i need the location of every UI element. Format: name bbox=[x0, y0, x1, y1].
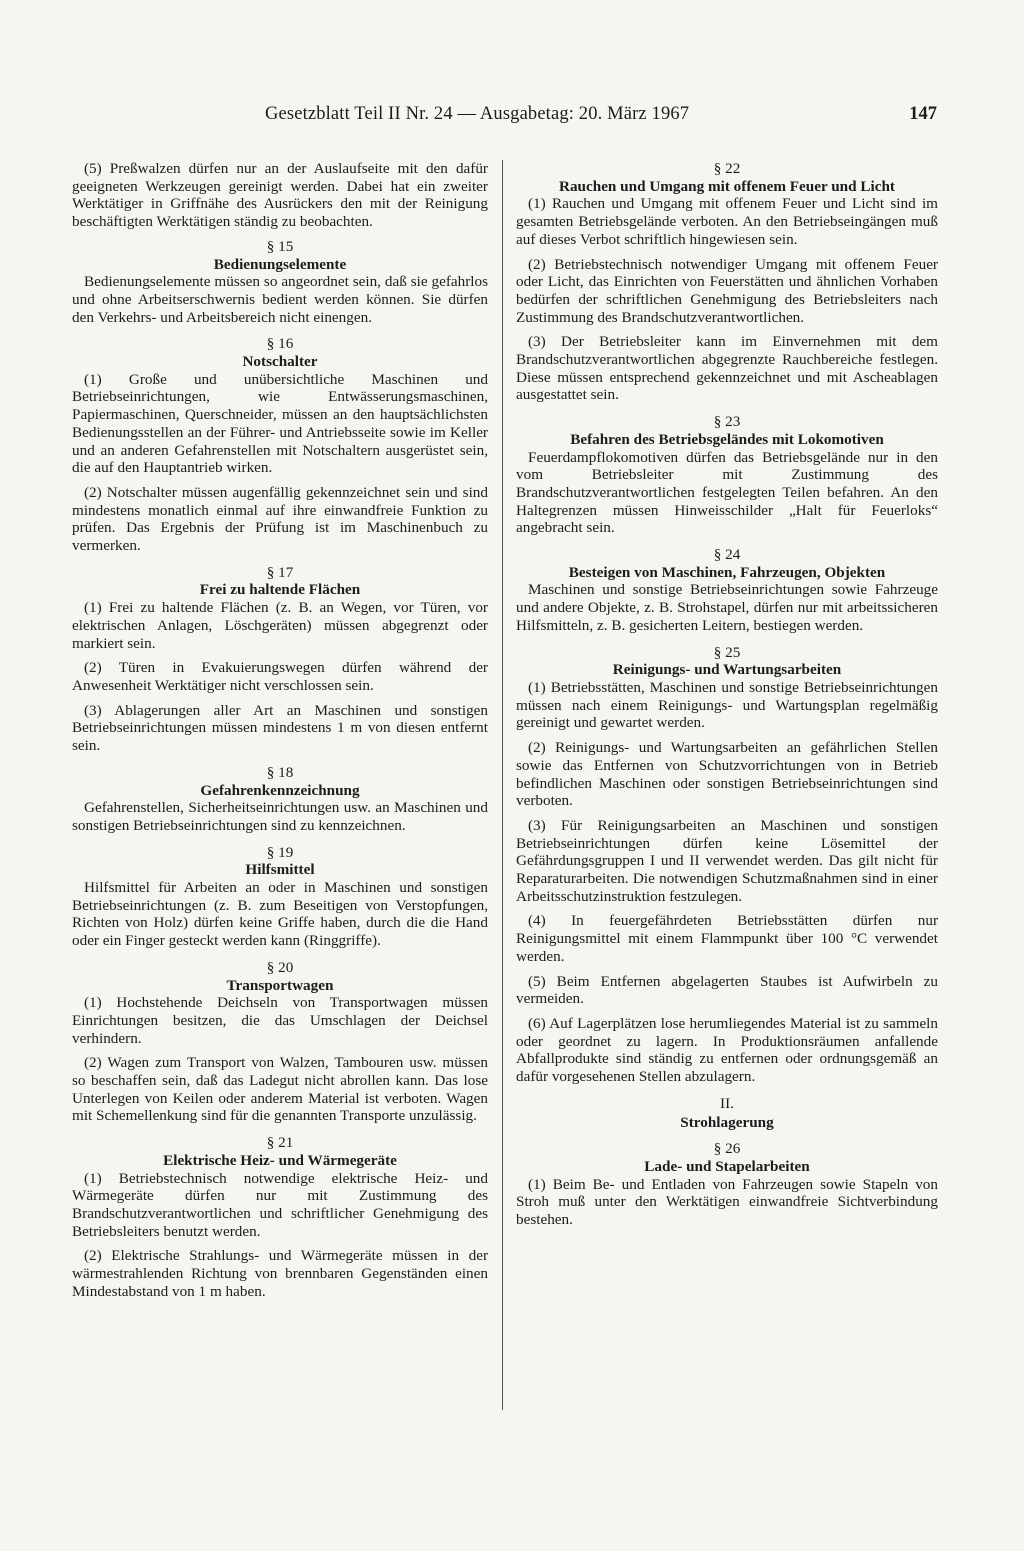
section-title: Frei zu haltende Flächen bbox=[199, 581, 361, 599]
section bbox=[72, 1134, 488, 1300]
section bbox=[72, 959, 488, 1125]
paragraph: Feuerdampflokomotiven dürfen das Betriebsgelände nur in den vom Betriebsleiter mit Zustimmung des Brandschutzverantwortlichen festgelegten Teilen befahren. An den Haltegrenzen müssen Hinweisschilder „Halt für Feuerloks“ angebracht sein. bbox=[516, 448, 938, 537]
section-title: Gefahrenkennzeichnung bbox=[200, 781, 360, 799]
page-number: 147 bbox=[909, 104, 937, 124]
right-column bbox=[516, 160, 938, 1238]
intro-paragraph: (5) Preßwalzen dürfen nur an der Auslaufseite mit den dafür geeigneten Werkzeugen gereinigt werden. Dabei hat ein zweiter Werktätiger in Griffnähe des Ausrückers den mit der Reinigung beschäftigten Werktätigen ständig zu beobachten. bbox=[72, 160, 488, 231]
section bbox=[72, 238, 488, 327]
paragraph: (2) Reinigungs- und Wartungsarbeiten an gefährlichen Stellen sowie das Entfernen von Schutzvorrichtungen von in Betrieb befindlichen Maschinen oder sonstigen Betriebseinrichtungen sind verboten. bbox=[516, 739, 938, 810]
section bbox=[516, 644, 938, 1086]
paragraph: (1) Betriebstechnisch notwendige elektrische Heiz- und Wärmegeräte dürfen nur mit Zustimmung des Brandschutzverantwortlichen und schriftlicher Genehmigung des Betriebsleiters benutzt werden. bbox=[72, 1169, 488, 1240]
section bbox=[72, 564, 488, 755]
page-header bbox=[265, 104, 937, 134]
section-number: § 15 bbox=[266, 237, 294, 255]
section-title: Bedienungselemente bbox=[213, 255, 347, 273]
section bbox=[72, 764, 488, 835]
section-title: Rauchen und Umgang mit offenem Feuer und Licht bbox=[559, 177, 895, 195]
left-column bbox=[72, 160, 488, 1309]
paragraph: (1) Frei zu haltende Flächen (z. B. an Wegen, vor Türen, vor elektrischen Anlagen, Löschgeräten) müssen abgegrenzt oder markiert sein. bbox=[72, 599, 488, 652]
section-title: Befahren des Betriebsgeländes mit Lokomotiven bbox=[570, 430, 884, 448]
paragraph: Bedienungselemente müssen so angeordnet sein, daß sie gefahrlos und ohne Arbeitserschwernis bedient werden können. Sie dürfen den Verkehrs- und Arbeitsbereich nicht einengen. bbox=[72, 273, 488, 326]
paragraph: (6) Auf Lagerplätzen lose herumliegendes Material ist zu sammeln oder geordnet zu lagern. In Produktionsräumen anfallende Abfallprodukte sind ständig zu entfernen oder ordnungsgemäß an dafür vorgesehenen Stellen abzulagern. bbox=[516, 1014, 938, 1086]
section-number: § 17 bbox=[266, 563, 294, 581]
section-number: § 24 bbox=[713, 546, 741, 564]
section bbox=[516, 413, 938, 537]
paragraph: Maschinen und sonstige Betriebseinrichtungen sowie Fahrzeuge und andere Objekte, z. B. Strohstapel, dürfen nur mit arbeitssicheren Hilfsmitteln, z. B. gesicherten Leitern, bestiegen werden. bbox=[516, 581, 938, 634]
chapter-title: Strohlagerung bbox=[680, 1114, 774, 1132]
paragraph: (3) Der Betriebsleiter kann im Einvernehmen mit dem Brandschutzverantwortlichen abgegrenzte Rauchbereiche festlegen. Diese müssen entsprechend gekennzeichnet und mit Ascheablagen ausgestattet sein. bbox=[516, 333, 938, 404]
header-title: Gesetzblatt Teil II Nr. 24 — Ausgabetag: 20. März 1967 bbox=[265, 104, 690, 124]
paragraph: Hilfsmittel für Arbeiten an oder in Maschinen und sonstigen Betriebseinrichtungen (z. B. zum Beseitigen von Verstopfungen, Richten von Holz) dürfen keine Griffe haben, durch die die Hand oder ein Finger gesteckt werden kann (Ringgriffe). bbox=[72, 879, 488, 950]
section-number: § 18 bbox=[266, 763, 294, 781]
paragraph: (1) Hochstehende Deichseln von Transportwagen müssen Einrichtungen besitzen, die das Umschlagen der Deichsel verhindern. bbox=[72, 994, 488, 1047]
section-number: § 25 bbox=[713, 643, 741, 661]
paragraph: (2) Türen in Evakuierungswegen dürfen während der Anwesenheit Werktätiger nicht verschlossen sein. bbox=[72, 659, 488, 694]
section-number: § 26 bbox=[713, 1140, 741, 1158]
section-title: Transportwagen bbox=[226, 976, 334, 994]
paragraph: (2) Betriebstechnisch notwendiger Umgang mit offenem Feuer oder Licht, das Einrichten von Feuerstätten und ähnlichen Vorhaben bedürfen der schriftlichen Genehmigung des Betriebsleiters nach Zustimmung des Brandschutzverantwortlichen. bbox=[516, 255, 938, 326]
column-divider bbox=[502, 160, 503, 1410]
paragraph: (5) Beim Entfernen abgelagerten Staubes ist Aufwirbeln zu vermeiden. bbox=[516, 972, 938, 1008]
section bbox=[516, 546, 938, 635]
section-title: Lade- und Stapelarbeiten bbox=[644, 1157, 810, 1175]
paragraph: (2) Notschalter müssen augenfällig gekennzeichnet sein und sind mindestens monatlich einmal auf ihre einwandfreie Funktion zu prüfen. Das Ergebnis der Prüfung ist im Maschinenbuch zu vermerken. bbox=[72, 483, 488, 555]
section-title: Elektrische Heiz- und Wärmegeräte bbox=[163, 1151, 397, 1169]
section-title: Hilfsmittel bbox=[245, 861, 315, 879]
section-number: § 20 bbox=[266, 958, 294, 976]
paragraph: (1) Rauchen und Umgang mit offenem Feuer und Licht sind im gesamten Betriebsgelände verboten. An den Betriebseingängen muß auf dieses Verbot schriftlich hingewiesen sein. bbox=[516, 195, 938, 248]
paragraph: (4) In feuergefährdeten Betriebsstätten dürfen nur Reinigungsmittel mit einem Flammpunkt über 100 °C verwendet werden. bbox=[516, 912, 938, 965]
section-number: § 19 bbox=[266, 843, 294, 861]
paragraph: (1) Beim Be- und Entladen von Fahrzeugen sowie Stapeln von Stroh muß unter den Werktätigen einwandfreie Sichtverbindung bestehen. bbox=[516, 1175, 938, 1228]
section-title: Notschalter bbox=[242, 353, 318, 371]
section bbox=[72, 335, 488, 554]
section-number: § 23 bbox=[713, 413, 741, 431]
paragraph: (2) Elektrische Strahlungs- und Wärmegeräte müssen in der wärmestrahlenden Richtung von brennbaren Gegenständen einen Mindestabstand von 1 m haben. bbox=[72, 1247, 488, 1300]
paragraph: (1) Große und unübersichtliche Maschinen und Betriebseinrichtungen, wie Entwässerungsmaschinen, Papiermaschinen, Querschneider, müssen an den hauptsächlichsten Bedienungsstellen an der Führer- und Antriebsseite sowie im Keller und an anderen Gefahrenstellen mit Notschaltern ausgerüstet sein, die auf den Hauptantrieb wirken. bbox=[72, 370, 488, 477]
section-number: § 21 bbox=[266, 1134, 294, 1152]
section bbox=[516, 160, 938, 404]
paragraph: Gefahrenstellen, Sicherheitseinrichtungen usw. an Maschinen und sonstigen Betriebseinrichtungen sind zu kennzeichnen. bbox=[72, 799, 488, 834]
paragraph: (3) Für Reinigungsarbeiten an Maschinen und sonstigen Betriebseinrichtungen dürfen keine Lösemittel der Gefährdungsgruppen I und II verwendet werden. Das gilt nicht für Reparaturarbeiten. Die notwendigen Schutzmaßnahmen sind in einer Arbeitsschutzinstruktion festzulegen. bbox=[516, 816, 938, 905]
section-title: Besteigen von Maschinen, Fahrzeugen, Objekten bbox=[568, 563, 886, 581]
paragraph: (3) Ablagerungen aller Art an Maschinen und sonstigen Betriebseinrichtungen müssen mindestens 1 m von diesen entfernt sein. bbox=[72, 701, 488, 755]
section bbox=[516, 1140, 938, 1229]
section bbox=[72, 844, 488, 950]
paragraph: (2) Wagen zum Transport von Walzen, Tambouren usw. müssen so beschaffen sein, daß das Ladegut nicht abrollen kann. Das lose Unterlegen von Keilen oder anderem Material ist verboten. Wagen mit Schemellenkung sind für die genannten Transporte unzulässig. bbox=[72, 1054, 488, 1125]
paragraph: (1) Betriebsstätten, Maschinen und sonstige Betriebseinrichtungen müssen nach einem Reinigungs- und Wartungsplan regelmäßig gereinigt und gewartet werden. bbox=[516, 678, 938, 732]
section-title: Reinigungs- und Wartungsarbeiten bbox=[612, 661, 842, 679]
chapter-number: II. bbox=[720, 1094, 734, 1112]
section-number: § 16 bbox=[266, 335, 294, 353]
section-number: § 22 bbox=[713, 160, 741, 177]
